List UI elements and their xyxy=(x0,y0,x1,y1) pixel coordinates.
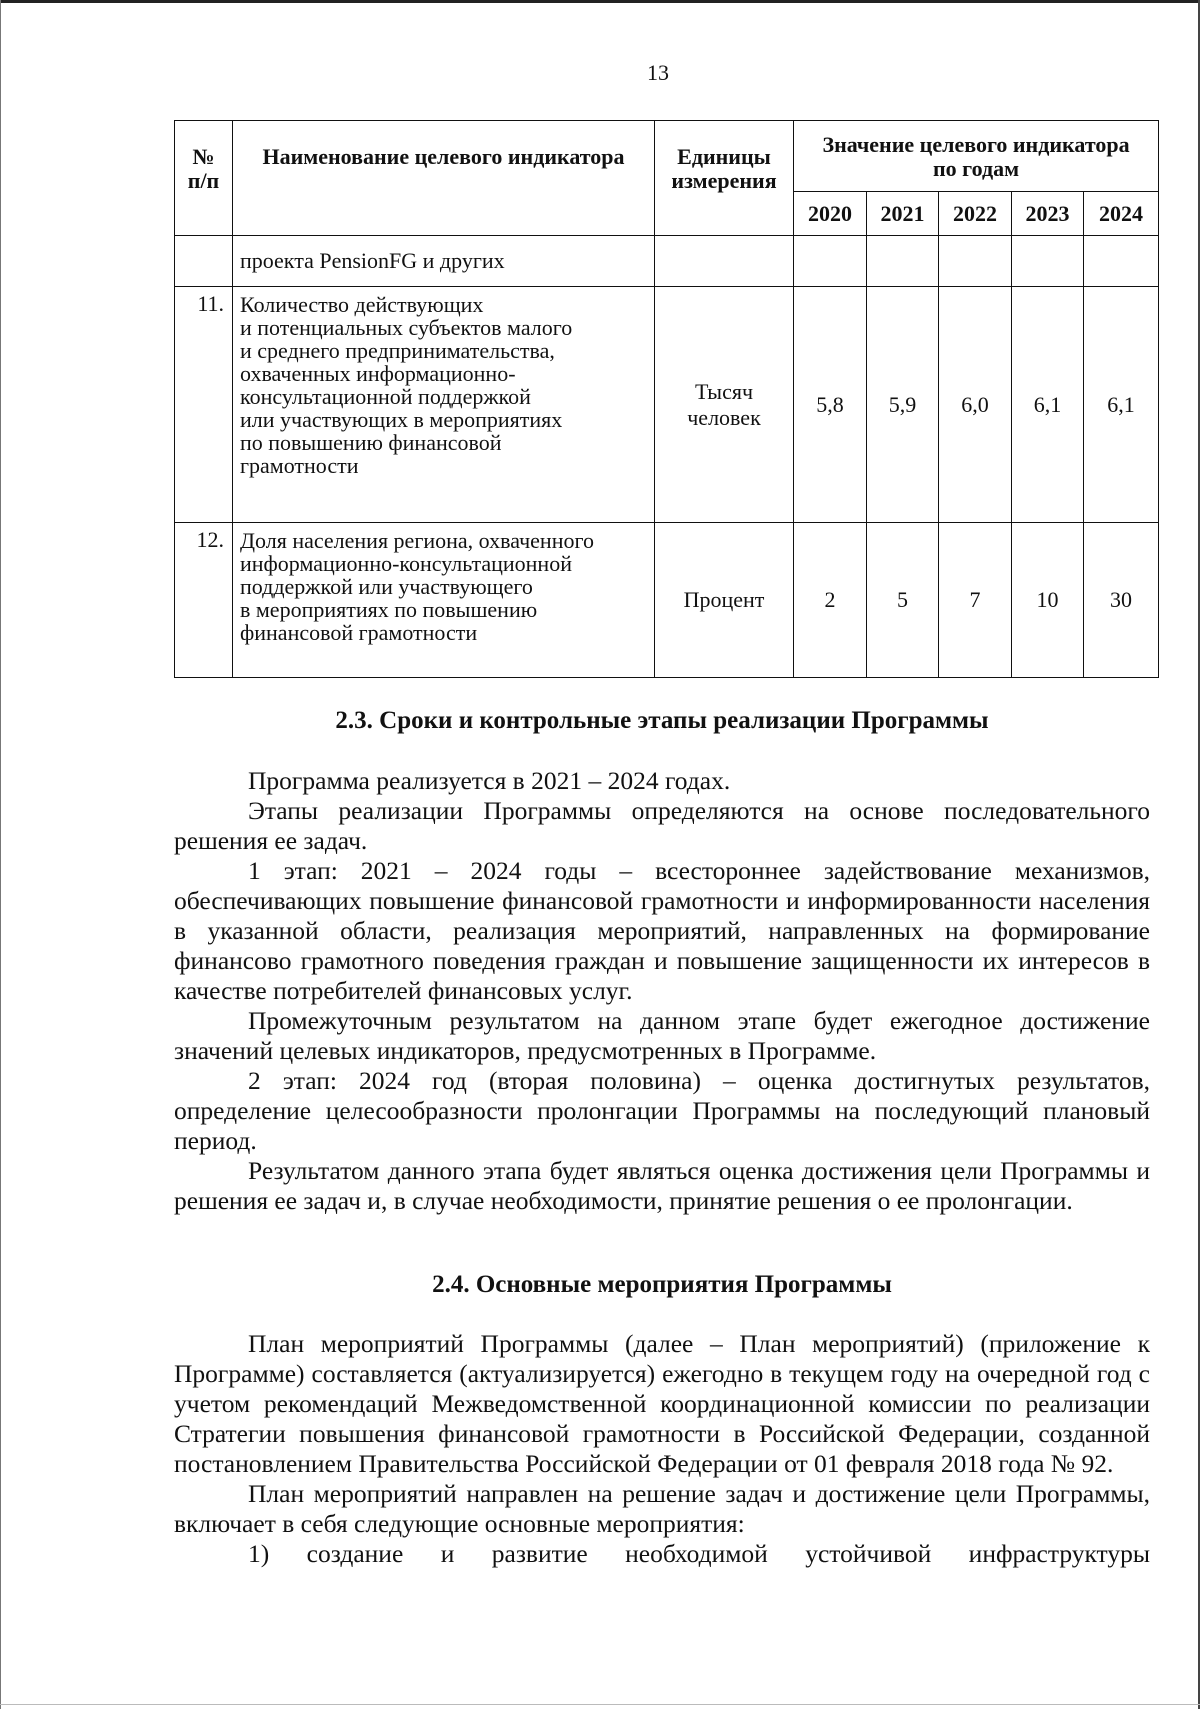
header-year-2022: 2022 xyxy=(939,192,1012,236)
row-unit: Процент xyxy=(655,523,794,678)
row-value-2024: 30 xyxy=(1084,523,1159,678)
row-number: 11. xyxy=(175,287,233,523)
row-value-2022: 6,0 xyxy=(939,287,1012,523)
header-year-2023: 2023 xyxy=(1012,192,1084,236)
unit-line: Тысяч xyxy=(694,378,754,404)
name-line: проекта PensionFG и других xyxy=(240,248,505,273)
scan-edge-bottom xyxy=(0,1704,1200,1705)
header-indicator-name: Наименование целевого индикатора xyxy=(233,121,655,236)
row-value-2023: 10 xyxy=(1012,523,1084,678)
table-row xyxy=(175,236,1159,287)
name-line: по повышению финансовой xyxy=(240,430,502,455)
header-unit-line-1: Единицы xyxy=(677,144,771,169)
row-value-2022: 7 xyxy=(939,523,1012,678)
row-value-2022 xyxy=(939,236,1012,287)
row-value-2021: 5 xyxy=(867,523,939,678)
name-line: грамотности xyxy=(240,453,359,478)
row-value-2020: 2 xyxy=(794,523,867,678)
section-2-4-heading: 2.4. Основные мероприятия Программы xyxy=(432,1271,892,1298)
scan-edge-top xyxy=(0,0,1200,3)
header-number-line-2: п/п xyxy=(187,168,220,193)
section-2-4-body xyxy=(174,1329,1150,1569)
header-number xyxy=(175,121,233,236)
paragraph: План мероприятий направлен на решение задач и достижение цели Программы, включает в себя следующие основные мероприятия: xyxy=(174,1479,1150,1538)
paragraph: План мероприятий Программы (далее – План мероприятий) (приложение к Программе) составляется (актуализируется) ежегодно в текущем году на очередной год с учетом рекомендаций Межведомственной координационной комиссии по реализации Стратегии повышения финансовой грамотности в Российской Федерации, созданной постановлением Правительства Российской Федерации от 01 февраля 2018 года № 92. xyxy=(174,1329,1150,1478)
name-line: Доля населения региона, охваченного xyxy=(240,528,594,553)
paragraph: Этапы реализации Программы определяются на основе последовательного решения ее задач. xyxy=(174,796,1150,855)
row-value-2024: 6,1 xyxy=(1084,287,1159,523)
paragraph: Промежуточным результатом на данном этапе будет ежегодное достижение значений целевых индикаторов, предусмотренных в Программе. xyxy=(174,1006,1150,1065)
scan-edge-left xyxy=(0,0,1,1709)
paragraph: 1 этап: 2021 – 2024 годы – всестороннее задействование механизмов, обеспечивающих повышение финансовой грамотности и информированности населения в указанной области, реализация мероприятий, направленных на формирование финансово грамотного поведения граждан и повышение защищенности их интересов в качестве потребителей финансовых услуг. xyxy=(174,856,1150,1005)
name-line: информационно-консультационной xyxy=(240,551,572,576)
section-2-3-heading: 2.3. Сроки и контрольные этапы реализации Программы xyxy=(335,707,989,734)
row-indicator-name xyxy=(233,523,655,678)
row-indicator-name xyxy=(233,287,655,523)
paragraph: Программа реализуется в 2021 – 2024 годах. xyxy=(248,766,731,795)
paragraph: Результатом данного этапа будет являться оценка достижения цели Программы и решения ее задач и, в случае необходимости, принятие решения о ее пролонгации. xyxy=(174,1156,1150,1215)
table-row xyxy=(175,523,1159,678)
table-row xyxy=(175,287,1159,523)
header-year-2021: 2021 xyxy=(867,192,939,236)
paragraph: 1) создание и развитие необходимой устойчивой инфраструктуры xyxy=(248,1539,1150,1568)
name-line: в мероприятиях по повышению xyxy=(240,597,538,622)
name-line: Количество действующих xyxy=(240,292,484,317)
target-indicators-table xyxy=(174,120,1159,678)
row-unit xyxy=(655,287,794,523)
name-line: поддержкой или участвующего xyxy=(240,574,533,599)
header-values-by-year xyxy=(794,121,1159,192)
row-indicator-name xyxy=(233,236,655,287)
row-value-2023: 6,1 xyxy=(1012,287,1084,523)
row-number xyxy=(175,236,233,287)
header-unit xyxy=(655,121,794,236)
row-value-2020: 5,8 xyxy=(794,287,867,523)
header-unit-line-2: измерения xyxy=(671,168,777,193)
name-line: охваченных информационно- xyxy=(240,361,516,386)
row-number: 12. xyxy=(175,523,233,678)
row-value-2023 xyxy=(1012,236,1084,287)
header-year-2024: 2024 xyxy=(1084,192,1159,236)
name-line: консультационной поддержкой xyxy=(240,384,531,409)
row-value-2020 xyxy=(794,236,867,287)
row-value-2024 xyxy=(1084,236,1159,287)
header-values-line-2: по годам xyxy=(932,156,1020,181)
unit-line: человек xyxy=(687,404,761,430)
header-number-line-1: № xyxy=(192,144,215,169)
name-line: и потенциальных субъектов малого xyxy=(240,315,573,340)
header-year-2020: 2020 xyxy=(794,192,867,236)
name-line: финансовой грамотности xyxy=(240,620,478,645)
paragraph: 2 этап: 2024 год (вторая половина) – оценка достигнутых результатов, определение целесообразности пролонгации Программы на последующий плановый период. xyxy=(174,1066,1150,1155)
row-value-2021 xyxy=(867,236,939,287)
row-value-2021: 5,9 xyxy=(867,287,939,523)
page-number: 13 xyxy=(647,60,669,85)
section-2-3-body xyxy=(174,766,1150,1216)
header-values-line-1: Значение целевого индикатора xyxy=(822,132,1130,157)
row-unit xyxy=(655,236,794,287)
name-line: или участвующих в мероприятиях xyxy=(240,407,563,432)
name-line: и среднего предпринимательства, xyxy=(240,338,555,363)
